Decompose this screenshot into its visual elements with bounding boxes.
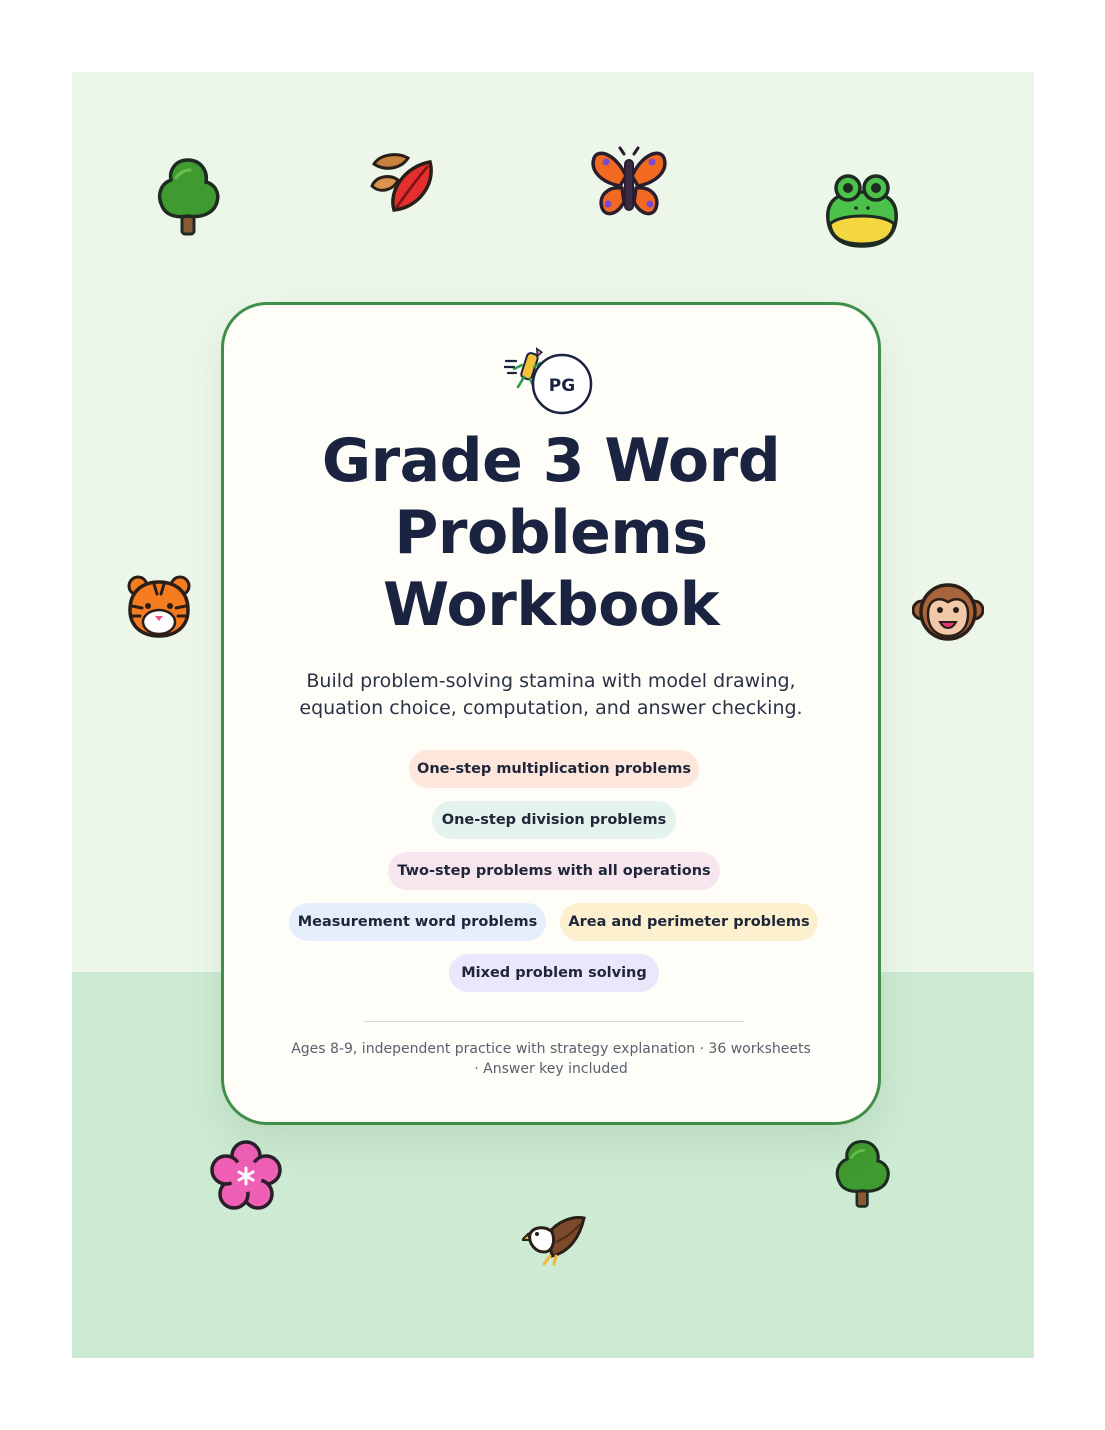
book-title: [224, 425, 878, 641]
cover-card: [221, 302, 881, 1125]
leaves-icon: [366, 150, 438, 216]
logo-initials: PG: [548, 376, 576, 396]
title-line-1: Grade 3 Word: [321, 426, 781, 496]
topic-pill: One-step multiplication problems: [409, 750, 699, 788]
book-details: [264, 1039, 838, 1079]
topic-pill: One-step division problems: [432, 801, 676, 839]
details-line-1: Ages 8-9, independent practice with strategy explanation · 36 worksheets: [291, 1041, 811, 1057]
topic-pill: Mixed problem solving: [449, 954, 659, 992]
subtitle-line-2: equation choice, computation, and answer checking.: [299, 697, 803, 719]
book-subtitle: [264, 668, 838, 722]
divider: [364, 1021, 744, 1022]
subtitle-line-1: Build problem-solving stamina with model drawing,: [306, 670, 796, 692]
eagle-icon: [522, 1212, 588, 1266]
title-line-2: Problems: [394, 498, 708, 568]
tiger-icon: [124, 574, 194, 640]
details-line-2: · Answer key included: [474, 1061, 628, 1077]
tree-icon: [832, 1138, 894, 1210]
topic-pill: Measurement word problems: [289, 903, 546, 941]
tree-icon: [154, 156, 224, 238]
monkey-icon: [912, 580, 984, 644]
flower-icon: [210, 1140, 282, 1212]
topic-pill: Two-step problems with all operations: [388, 852, 720, 890]
topic-pill: Area and perimeter problems: [560, 903, 818, 941]
publisher-logo: [504, 345, 604, 419]
frog-icon: [822, 170, 902, 250]
title-line-3: Workbook: [382, 570, 720, 640]
butterfly-icon: [590, 146, 668, 220]
